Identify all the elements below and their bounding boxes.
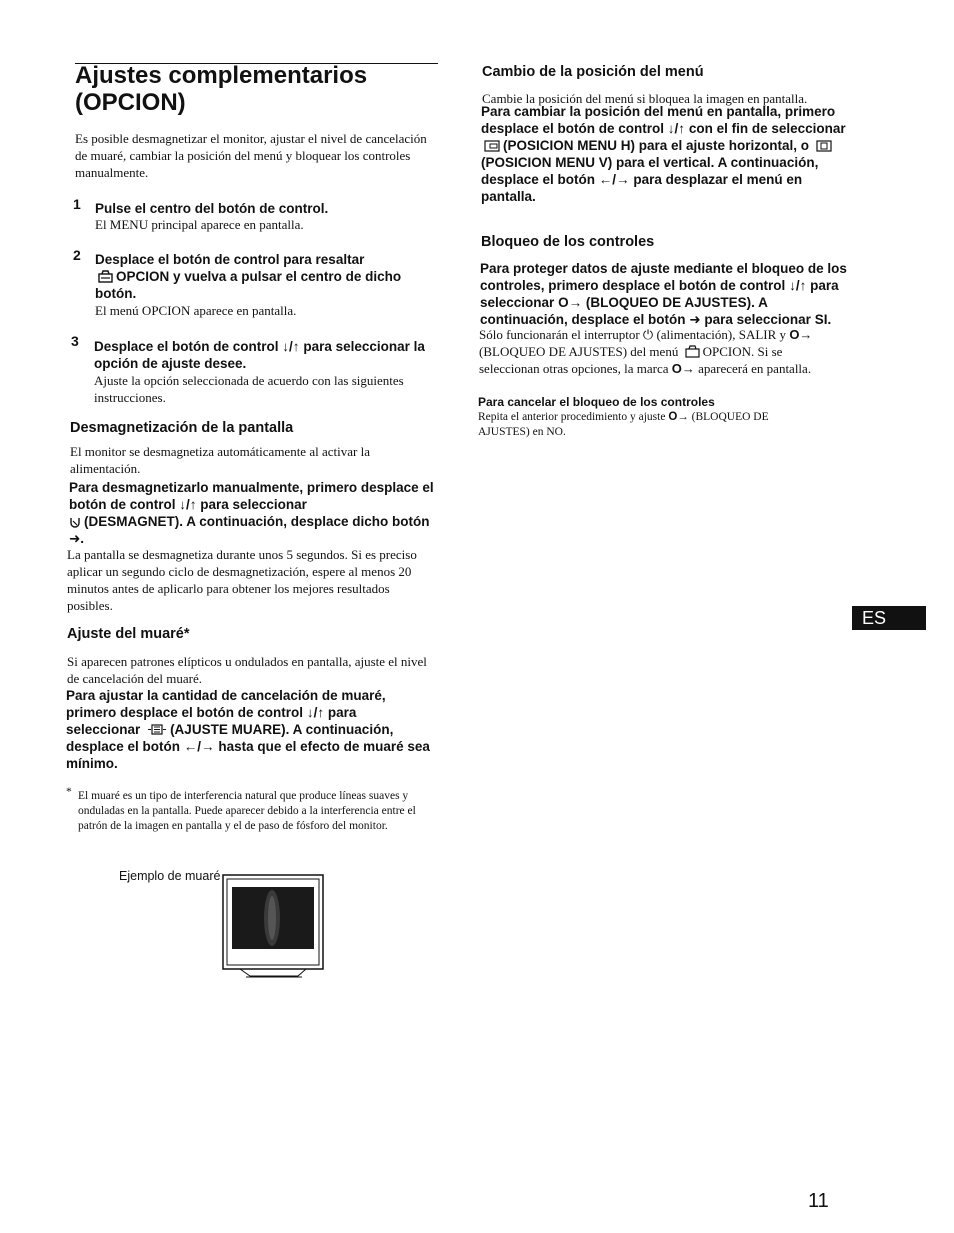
option-menu-icon <box>685 345 700 358</box>
lock-instr-a: Para proteger datos de ajuste mediante el bloqueo de los controles, primero desplace el botón de control <box>480 261 847 293</box>
title-line-1: Ajustes complementarios <box>75 62 368 89</box>
left-right-arrows-icon: ←/→ <box>598 172 630 187</box>
lock-text-c: (BLOQUEO DE AJUSTES) del menú <box>479 344 679 359</box>
degauss-instr-c: (DESMAGNET). A continuación, desplace dicho botón <box>84 514 430 529</box>
moire-heading: Ajuste del muaré* <box>67 626 190 642</box>
lock-instructions <box>480 260 850 328</box>
moire-instr-a: Para ajustar la cantidad de cancelación de muaré, primero desplace el botón de control <box>66 688 386 720</box>
key-icon: O→ <box>671 361 695 376</box>
cancel-lock-heading: Para cancelar el bloqueo de los controles <box>478 395 715 409</box>
left-right-arrows-icon: ←/→ <box>183 739 215 754</box>
moire-instr-b: para seleccionar <box>66 705 357 737</box>
key-icon: O→ <box>558 295 583 310</box>
cancel-lock-text <box>478 410 818 440</box>
menu-pos-instr-c: (POSICION MENU H) para el ajuste horizontal, o <box>503 138 810 153</box>
title-line-2: (OPCION) <box>75 89 186 116</box>
degauss-instructions <box>69 479 437 547</box>
step-1-title: Pulse el centro del botón de control. <box>95 201 329 216</box>
step-3-text: Ajuste la opción seleccionada de acuerdo con las siguientes instrucciones. <box>94 373 404 405</box>
page-title <box>75 62 435 116</box>
degauss-text-2: La pantalla se desmagnetiza durante unos 5 segundos. Si es preciso aplicar un segundo ciclo de desmagnetización, espere al menos 20 minutos antes de aplicarlo para obtener los mejores resultados posibles. <box>67 547 417 613</box>
step-2-title-b: OPCION y vuelva a pulsar el centro de dicho botón. <box>95 269 402 301</box>
menu-position-text: Cambie la posición del menú si bloquea la imagen en pantalla. <box>482 91 808 106</box>
moire-text-1: Si aparecen patrones elípticos u ondulados en pantalla, ajuste el nivel de cancelación del muaré. <box>67 654 427 686</box>
degauss-instr-b: para seleccionar <box>200 497 307 512</box>
step-3-number: 3 <box>71 333 79 349</box>
moire-instructions <box>66 687 431 772</box>
step-2-title-a: Desplace el botón de control para resaltar <box>95 252 365 267</box>
step-3-title <box>94 338 439 372</box>
page-number: 11 <box>808 1190 829 1212</box>
degauss-heading: Desmagnetización de la pantalla <box>70 420 294 436</box>
step-2-number: 2 <box>73 247 81 263</box>
power-icon: ⏻ <box>642 327 654 342</box>
menu-position-h-icon <box>484 140 500 152</box>
step-1-text: El MENU principal aparece en pantalla. <box>95 217 304 232</box>
lock-heading: Bloqueo de los controles <box>481 234 655 250</box>
lock-text-b: (alimentación), SALIR y <box>656 327 787 342</box>
lock-instr-c: (BLOQUEO DE AJUSTES). A continuación, desplace el botón <box>480 295 768 327</box>
degauss-icon <box>69 516 81 528</box>
lock-instr-d: para seleccionar SI. <box>704 312 832 327</box>
lock-instr-b: para seleccionar <box>480 278 839 310</box>
menu-position-instructions <box>481 103 849 205</box>
menu-pos-instr-a: Para cambiar la posición del menú en pantalla, primero desplace el botón de control <box>481 104 836 136</box>
step-3-title-b: para seleccionar la opción de ajuste desee. <box>94 339 425 371</box>
lock-text <box>479 326 844 377</box>
menu-position-v-icon <box>816 140 832 152</box>
lock-text-e: aparecerá en pantalla. <box>698 361 812 376</box>
moire-example-monitor <box>220 873 326 981</box>
right-arrow-icon: ➜. <box>69 531 85 546</box>
lock-text-d: OPCION. Si se seleccionan otras opciones, la marca <box>479 344 783 376</box>
option-menu-icon <box>98 270 113 283</box>
step-2-title <box>95 251 425 302</box>
moire-figure-label: Ejemplo de muaré <box>119 869 221 883</box>
moire-footnote: El muaré es un tipo de interferencia natural que produce líneas suaves y onduladas en la pantalla. Puede aparecer debido a la interferencia entre el patrón de la imagen en pantalla y el de paso de fósforo del monitor. <box>78 790 416 832</box>
up-down-arrows-icon: ↓/↑ <box>179 497 197 512</box>
intro-text: Es posible desmagnetizar el monitor, ajustar el nivel de cancelación de muaré, cambiar la posición del menú y bloquear los controles manualmente. <box>75 131 427 180</box>
right-arrow-icon: ➜ <box>689 312 701 327</box>
key-icon: O→ <box>668 411 689 423</box>
cancel-lock-text-a: Repita el anterior procedimiento y ajuste <box>478 411 666 423</box>
degauss-text-1: El monitor se desmagnetiza automáticamente al activar la alimentación. <box>70 444 370 476</box>
step-1-number: 1 <box>73 196 81 212</box>
up-down-arrows-icon: ↓/↑ <box>667 121 686 136</box>
menu-pos-instr-b: con el fin de seleccionar <box>688 121 846 136</box>
lock-text-a: Sólo funcionarán el interruptor <box>479 327 640 342</box>
language-tab: ES <box>852 606 926 630</box>
moire-instr-c: (AJUSTE MUARE). A continuación, desplace el botón <box>66 722 394 754</box>
degauss-instr-a: Para desmagnetizarlo manualmente, primero desplace el botón de control <box>69 480 434 512</box>
up-down-arrows-icon: ↓/↑ <box>789 278 807 293</box>
key-icon: O→ <box>789 327 813 342</box>
step-3-title-a: Desplace el botón de control <box>94 339 279 354</box>
step-2-text: El menú OPCION aparece en pantalla. <box>95 303 297 318</box>
footnote-mark: * <box>66 786 72 798</box>
menu-pos-instr-d: (POSICION MENU V) para el vertical. A continuación, desplace el botón <box>481 155 819 187</box>
cancel-lock-text-b: (BLOQUEO DE AJUSTES) en NO. <box>478 411 769 438</box>
up-down-arrows-icon: ↓/↑ <box>306 705 325 720</box>
moire-instr-d: hasta que el efecto de muaré sea mínimo. <box>66 739 430 771</box>
moire-adjust-icon <box>147 723 167 736</box>
menu-position-heading: Cambio de la posición del menú <box>482 64 704 80</box>
up-down-arrows-icon: ↓/↑ <box>282 339 300 354</box>
menu-pos-instr-e: para desplazar el menú en pantalla. <box>481 172 803 204</box>
